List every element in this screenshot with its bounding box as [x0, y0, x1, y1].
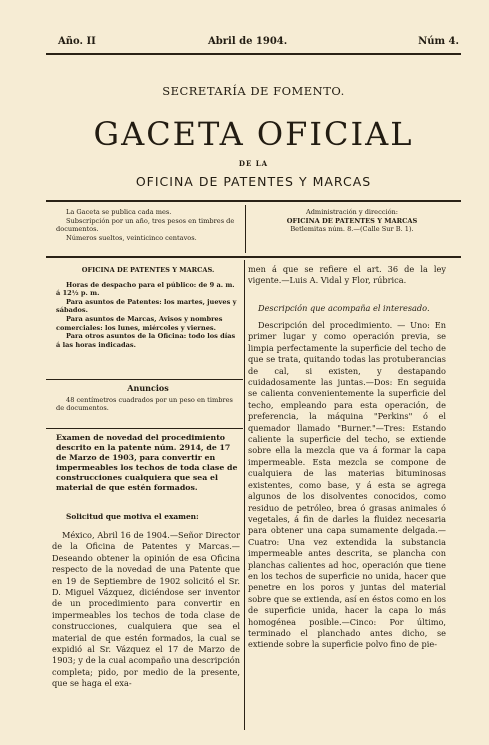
info-publication: La Gaceta se publica cada mes.	[66, 208, 172, 216]
gazette-title: GACETA OFICIAL	[93, 115, 414, 153]
description-heading: Descripción que acompaña el interesado.	[258, 303, 430, 313]
patents-days: Para asuntos de Patentes: los martes, jueves y sábados.	[56, 297, 237, 315]
admin-office: OFICINA DE PATENTES Y MARCAS	[286, 216, 418, 225]
secretaria-heading: SECRETARÍA DE FOMENTO.	[162, 84, 345, 98]
oficina-box	[56, 266, 240, 349]
solicitud-heading: Solicitud que motiva el examen:	[66, 512, 199, 521]
anuncios-rule	[46, 428, 243, 429]
info-single-issues: Números sueltos, veinticinco centavos.	[66, 233, 197, 242]
admin-address: Betlemitas núm. 8.—(Calle Sur B. 1).	[290, 225, 414, 234]
issue-number: Núm 4.	[418, 36, 459, 47]
examen-heading: Examen de novedad del procedimiento descrito en la patente núm. 2914, de 17 de Marzo de 1903, para convertir en impermeables los techos de toda clase de construcciones cualquiera que sea el material de que estén formados.	[56, 433, 238, 492]
column-divider	[244, 260, 245, 730]
de-la-line: DE LA	[238, 159, 269, 168]
oficina-box-heading: OFICINA DE PATENTES Y MARCAS.	[81, 266, 215, 274]
marks-days: Para asuntos de Marcas, Avisos y nombres comerciales: los lunes, miércoles y viernes.	[56, 314, 223, 332]
solicitud-body: México, Abril 16 de 1904.—Señor Director de la Oficina de Patentes y Marcas.—Deseando obtener la opinión de esa Oficina respecto de la novedad de una Patente que en 19 de Septiembre de 1902 solicitó el Sr. D. Miguel Vázquez, diciéndose ser inventor de un procedimiento para convertir en impermeables los techos de toda clase de construcciones, cualquiera que sea el material de que estén formados, la cual se expidió al Sr. Vázquez el 17 de Marzo de 1903; y de la cual acompaño una descripción completa; pido, por medio de la presente, que se haga el exa-	[52, 530, 240, 689]
issue-date: Abril de 1904.	[208, 36, 288, 47]
admin-label: Administración y dirección:	[305, 208, 399, 216]
office-hours: Horas de despacho para el público: de 9 a. m. á 12½ p. m.	[56, 280, 235, 298]
issue-header	[58, 36, 459, 50]
anuncios-box	[56, 384, 240, 413]
info-subscription: Subscripción por un año, tres pesos en timbres de documentos.	[56, 216, 235, 234]
issue-year: Año. II	[58, 36, 96, 47]
continuation-text: men á que se refiere el art. 36 de la ley vigente.—Luis A. Vidal y Flor, rúbrica.	[248, 264, 446, 286]
description-body: Descripción del procedimiento. — Uno: En primer lugar y como operación previa, se limpia perfectamente la superficie del techo de que se trata, quitando todas las protuberancias de cal, si existen, y destapando cuidadosamente las juntas.—Dos: En seguida se calienta convenientemente la superficie del techo, empleando para esta operación, de preferencia, la máquina "Perkins" ó el quemador llamado "Burner."—Tres: Estando caliente la superficie del techo, se extiende sobre ella la mezcla que va á formar la capa impermeable. Esta mezcla se compone de cualquiera de las materias bituminosas existentes, como base, y á esta se agrega algunos de los disolventes conocidos, como residuo de petróleo, brea ó grasas animales ó vegetales, á fin de darles la fluidez necesaria para obtener una capa sumamente delgada.—Cuatro: Una vez extendida la substancia impermeable antes descrita, se plancha con planchas calientes ad hoc, operación que tiene en los techos de superficie no unida, hacer que penetre en los poros y juntas del material sobre que se extienda, así en éstos como en los de superficie unida, hacer la capa lo más homogénea posible.—Cinco: Por último, terminado el planchado antes dicho, se extiende sobre la superficie polvo fino de pie-	[248, 320, 446, 650]
anuncios-text: 48 centímetros cuadrados por un peso en timbres de documentos.	[56, 395, 233, 413]
other-matters: Para otros asuntos de la Oficina: todo los días á las horas indicadas.	[56, 332, 236, 349]
oficina-heading: OFICINA DE PATENTES Y MARCAS	[135, 174, 372, 189]
administration-info	[252, 208, 452, 234]
info-divider	[245, 205, 246, 253]
oficina-box-rule	[46, 379, 243, 380]
subscription-info	[56, 208, 240, 242]
header-rule	[46, 53, 461, 55]
masthead-rule	[46, 200, 461, 202]
info-rule	[46, 256, 461, 258]
anuncios-heading: Anuncios	[127, 383, 169, 393]
